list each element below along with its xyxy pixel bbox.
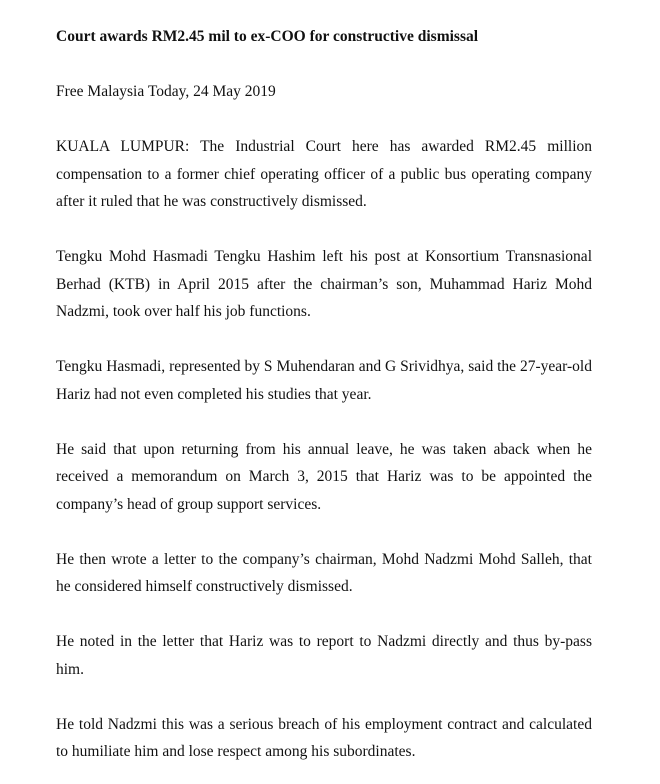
- article-paragraph-7: He told Nadzmi this was a serious breach of his employment contract and calculated to humiliate him and lose respect among his subordinates.: [56, 715, 592, 760]
- article-paragraph-5: He then wrote a letter to the company’s chairman, Mohd Nadzmi Mohd Salleh, that he considered himself constructively dismissed.: [56, 550, 592, 595]
- article-paragraph-2: Tengku Mohd Hasmadi Tengku Hashim left his post at Konsortium Transnasional Berhad (KTB) in April 2015 after the chairman’s son, Muhammad Hariz Mohd Nadzmi, took over half his job functions.: [56, 248, 592, 320]
- article-paragraph-4: He said that upon returning from his annual leave, he was taken aback when he received a memorandum on March 3, 2015 that Hariz was to be appointed the company’s head of group support services.: [56, 440, 592, 513]
- article-source-line: Free Malaysia Today, 24 May 2019: [56, 83, 276, 100]
- article-paragraph-3: Tengku Hasmadi, represented by S Muhendaran and G Srividhya, said the 27-year-old Hariz had not even completed his studies that year.: [56, 358, 592, 403]
- article-paragraph-6: He noted in the letter that Hariz was to report to Nadzmi directly and thus by-pass him.: [56, 633, 592, 678]
- document-page: [56, 27, 592, 766]
- article-paragraph-1: KUALA LUMPUR: The Industrial Court here has awarded RM2.45 million compensation to a former chief operating officer of a public bus operating company after it ruled that he was constructively dismissed.: [56, 138, 592, 210]
- article-title: Court awards RM2.45 mil to ex-COO for constructive dismissal: [56, 28, 479, 45]
